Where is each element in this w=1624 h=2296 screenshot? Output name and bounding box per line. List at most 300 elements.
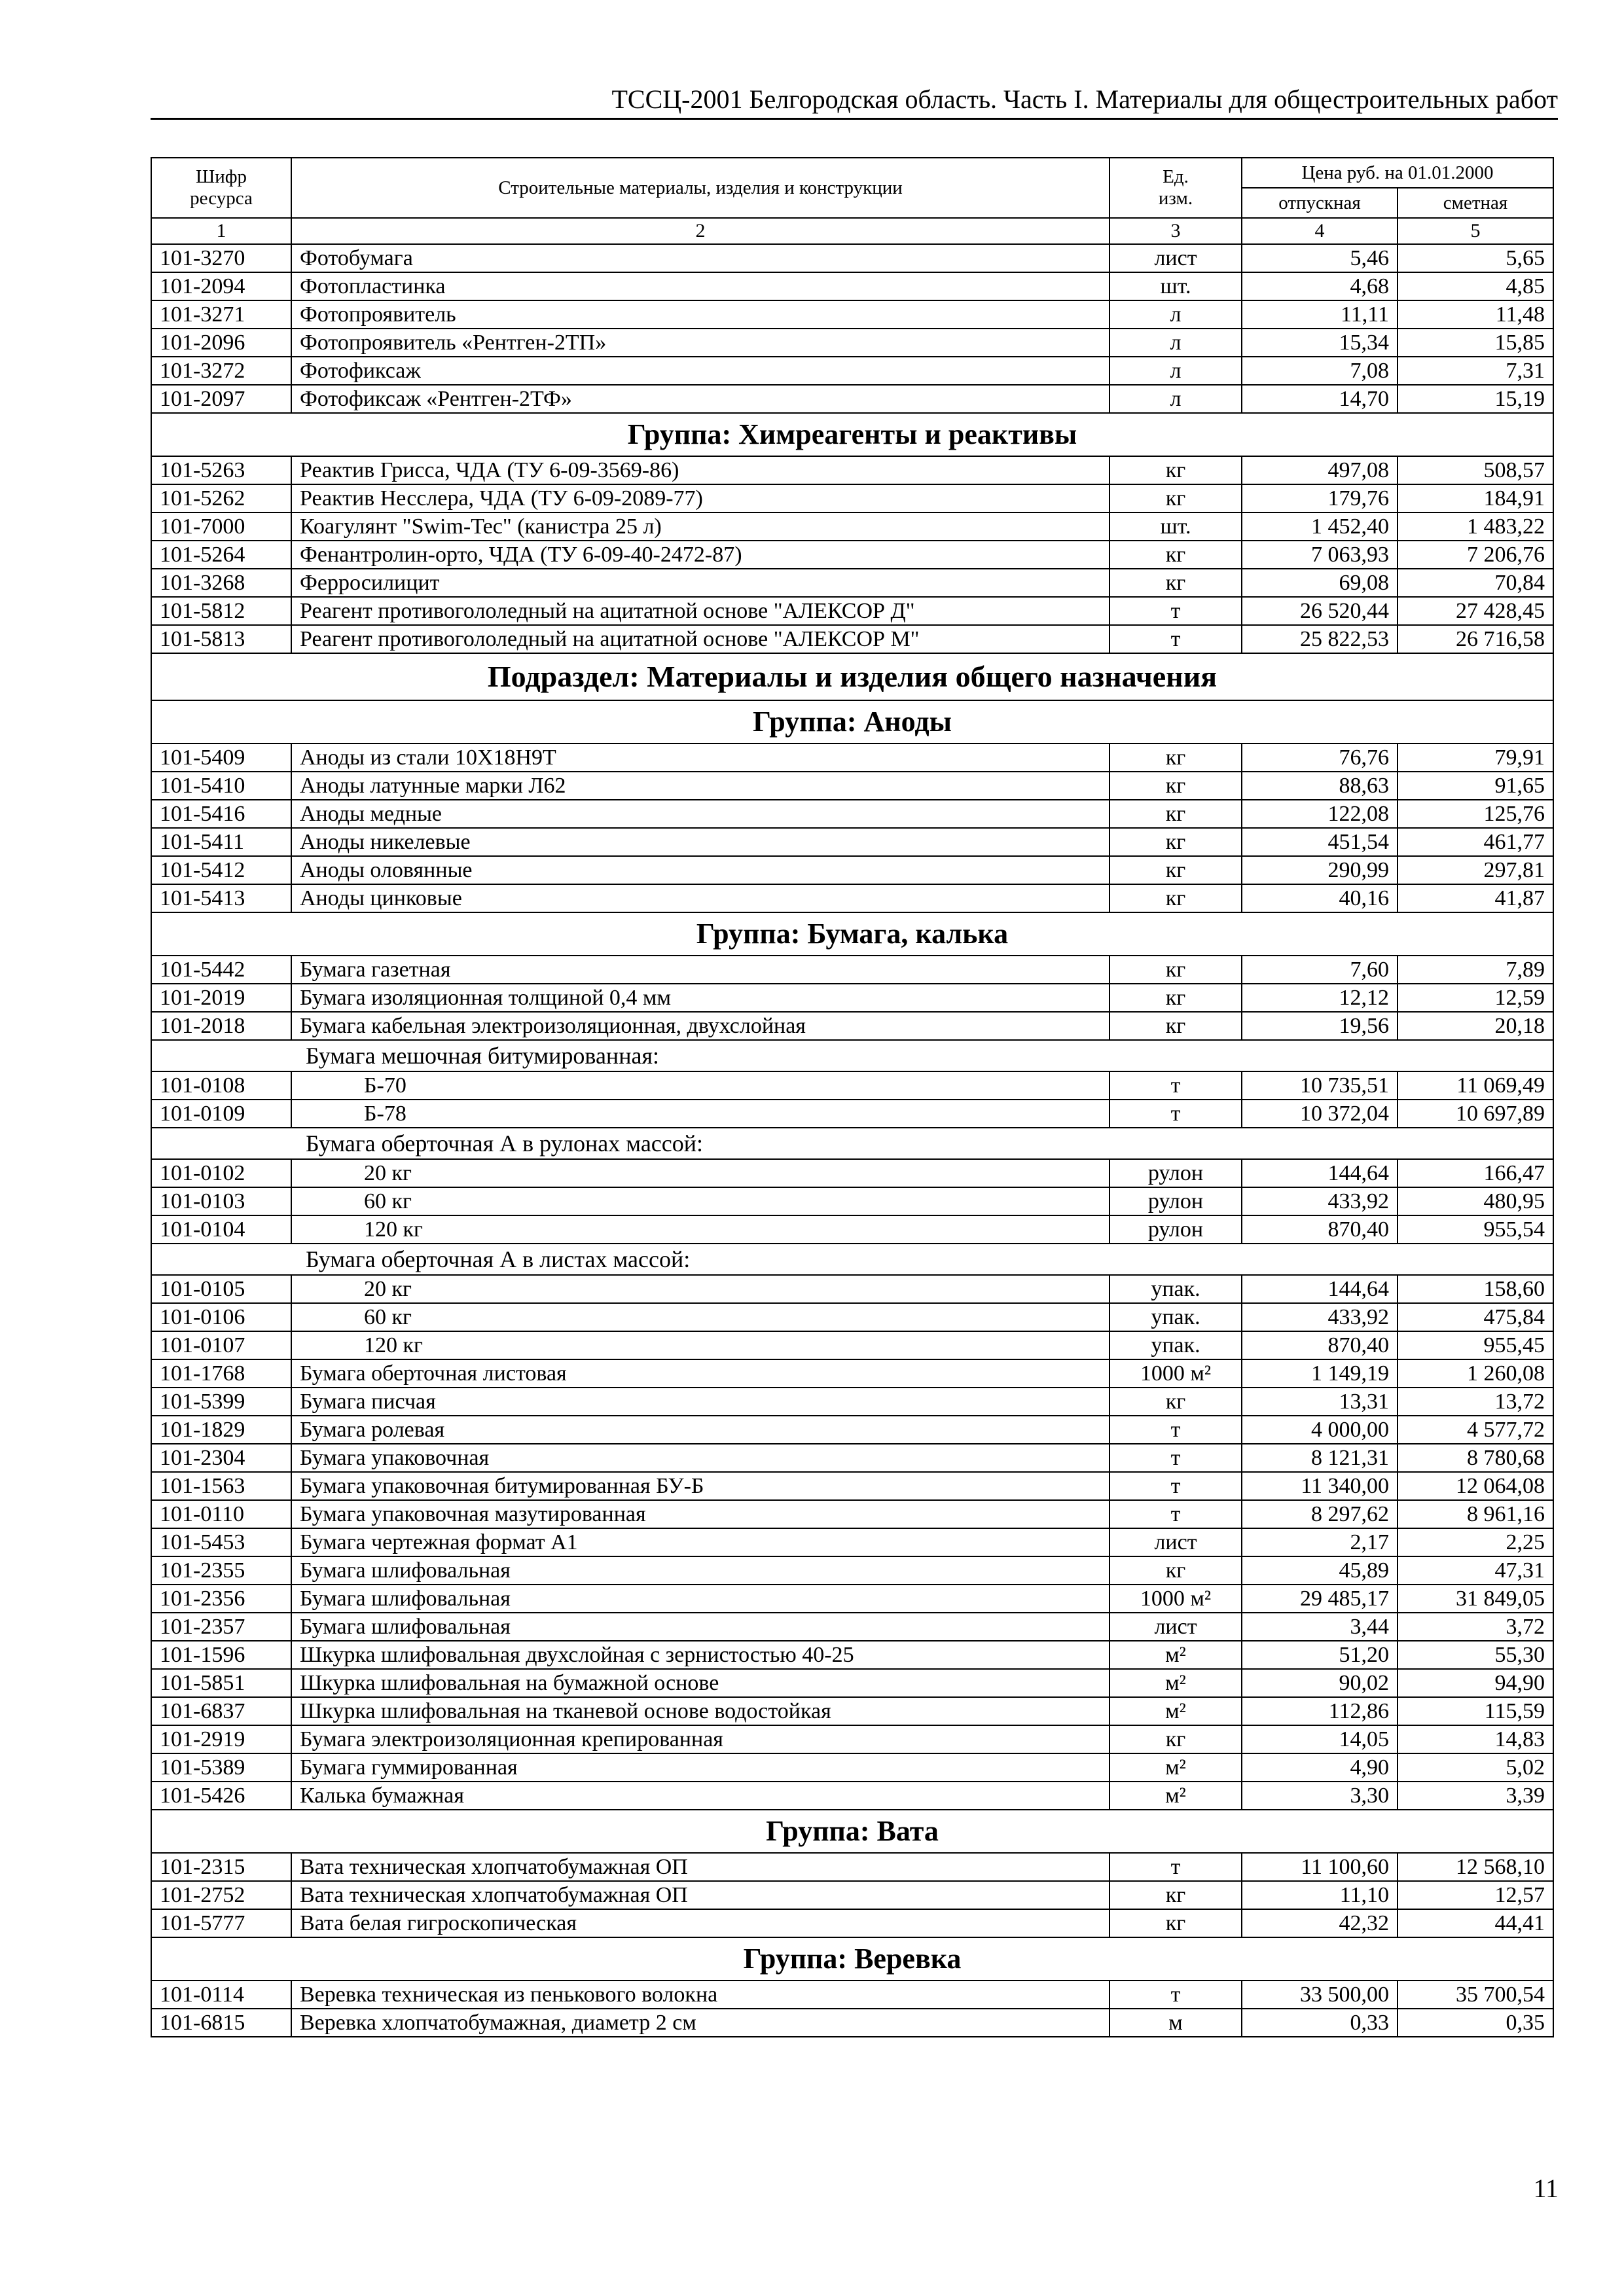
estimate-price-cell: 10 697,89 <box>1398 1100 1553 1128</box>
table-row <box>151 1444 1553 1472</box>
material-name-cell: Фенантролин-орто, ЧДА (ТУ 6-09-40-2472-87) <box>291 541 1110 569</box>
estimate-price-cell: 35 700,54 <box>1398 1981 1553 2009</box>
material-name-cell: Реагент противогололедный на ацитатной основе "АЛЕКСОР М" <box>291 625 1110 653</box>
estimate-price-cell: 41,87 <box>1398 884 1553 912</box>
table-row <box>151 569 1553 597</box>
release-price-cell: 11,11 <box>1242 300 1398 329</box>
table-row <box>151 1697 1553 1725</box>
release-price-cell: 76,76 <box>1242 744 1398 772</box>
column-number: 3 <box>1110 218 1242 244</box>
group-heading: Группа: Веревка <box>151 1937 1553 1981</box>
unit-cell: кг <box>1110 1725 1242 1753</box>
estimate-price-cell: 480,95 <box>1398 1187 1553 1215</box>
resource-code-cell: 101-1829 <box>151 1416 291 1444</box>
material-name-cell: Фотофиксаж «Рентген-2ТФ» <box>291 385 1110 413</box>
resource-code-cell: 101-5411 <box>151 828 291 856</box>
estimate-price-cell: 158,60 <box>1398 1275 1553 1303</box>
estimate-price-cell: 0,35 <box>1398 2009 1553 2037</box>
unit-cell: лист <box>1110 244 1242 272</box>
unit-cell: кг <box>1110 856 1242 884</box>
table-row <box>151 625 1553 653</box>
resource-code-cell: 101-2357 <box>151 1613 291 1641</box>
unit-cell: кг <box>1110 541 1242 569</box>
unit-cell: кг <box>1110 956 1242 984</box>
material-name-cell: Бумага газетная <box>291 956 1110 984</box>
resource-code-cell: 101-2919 <box>151 1725 291 1753</box>
resource-code-cell: 101-2019 <box>151 984 291 1012</box>
material-name-cell: 60 кг <box>291 1303 1110 1331</box>
group-heading-row <box>151 1810 1553 1853</box>
table-row <box>151 1753 1553 1782</box>
column-number: 1 <box>151 218 291 244</box>
estimate-price-cell: 12,57 <box>1398 1881 1553 1909</box>
resource-code-cell: 101-2315 <box>151 1853 291 1881</box>
resource-code-cell: 101-7000 <box>151 512 291 541</box>
unit-cell: кг <box>1110 1909 1242 1937</box>
header-price-release: отпускная <box>1242 188 1398 218</box>
table-row <box>151 1641 1553 1669</box>
material-name-cell: Бумага изоляционная толщиной 0,4 мм <box>291 984 1110 1012</box>
subgroup-heading: Бумага мешочная битумированная: <box>151 1040 1553 1071</box>
estimate-price-cell: 12 568,10 <box>1398 1853 1553 1881</box>
subgroup-heading-row <box>151 1244 1553 1275</box>
release-price-cell: 112,86 <box>1242 1697 1398 1725</box>
group-heading-row <box>151 413 1553 456</box>
material-name-cell: Бумага оберточная листовая <box>291 1359 1110 1388</box>
table-row <box>151 1725 1553 1753</box>
estimate-price-cell: 955,54 <box>1398 1215 1553 1244</box>
table-body <box>151 244 1553 2037</box>
table-row <box>151 828 1553 856</box>
group-heading: Группа: Химреагенты и реактивы <box>151 413 1553 456</box>
estimate-price-cell: 13,72 <box>1398 1388 1553 1416</box>
release-price-cell: 0,33 <box>1242 2009 1398 2037</box>
material-name-cell: Аноды цинковые <box>291 884 1110 912</box>
resource-code-cell: 101-2356 <box>151 1585 291 1613</box>
table-row <box>151 1613 1553 1641</box>
material-name-cell: Вата техническая хлопчатобумажная ОП <box>291 1853 1110 1881</box>
estimate-price-cell: 8 780,68 <box>1398 1444 1553 1472</box>
unit-cell: т <box>1110 1853 1242 1881</box>
resource-code-cell: 101-2304 <box>151 1444 291 1472</box>
table-row <box>151 385 1553 413</box>
resource-code-cell: 101-5777 <box>151 1909 291 1937</box>
release-price-cell: 14,05 <box>1242 1725 1398 1753</box>
unit-cell: шт. <box>1110 512 1242 541</box>
resource-code-cell: 101-5389 <box>151 1753 291 1782</box>
table-row <box>151 1669 1553 1697</box>
material-name-cell: Коагулянт "Swim-Tec" (канистра 25 л) <box>291 512 1110 541</box>
material-name-cell: Фотопроявитель «Рентген-2ТП» <box>291 329 1110 357</box>
header-price-estimate: сметная <box>1398 188 1553 218</box>
subgroup-heading-row <box>151 1128 1553 1159</box>
resource-code-cell: 101-5410 <box>151 772 291 800</box>
unit-cell: кг <box>1110 484 1242 512</box>
unit-cell: лист <box>1110 1528 1242 1556</box>
table-row <box>151 272 1553 300</box>
material-name-cell: Аноды оловянные <box>291 856 1110 884</box>
material-name-cell: Реагент противогололедный на ацитатной основе "АЛЕКСОР Д" <box>291 597 1110 625</box>
material-name-cell: Бумага шлифовальная <box>291 1613 1110 1641</box>
material-name-cell: Бумага ролевая <box>291 1416 1110 1444</box>
release-price-cell: 3,30 <box>1242 1782 1398 1810</box>
table-row <box>151 2009 1553 2037</box>
table-row <box>151 456 1553 484</box>
resource-code-cell: 101-0105 <box>151 1275 291 1303</box>
material-name-cell: Вата техническая хлопчатобумажная ОП <box>291 1881 1110 1909</box>
material-name-cell: Фотопластинка <box>291 272 1110 300</box>
group-heading: Группа: Вата <box>151 1810 1553 1853</box>
estimate-price-cell: 475,84 <box>1398 1303 1553 1331</box>
release-price-cell: 433,92 <box>1242 1303 1398 1331</box>
table-row <box>151 597 1553 625</box>
resource-code-cell: 101-0102 <box>151 1159 291 1187</box>
resource-code-cell: 101-5399 <box>151 1388 291 1416</box>
table-row <box>151 1472 1553 1500</box>
resource-code-cell: 101-5263 <box>151 456 291 484</box>
resource-code-cell: 101-0107 <box>151 1331 291 1359</box>
release-price-cell: 144,64 <box>1242 1275 1398 1303</box>
column-number: 2 <box>291 218 1110 244</box>
release-price-cell: 11,10 <box>1242 1881 1398 1909</box>
unit-cell: кг <box>1110 772 1242 800</box>
resource-code-cell: 101-1563 <box>151 1472 291 1500</box>
resource-code-cell: 101-5426 <box>151 1782 291 1810</box>
estimate-price-cell: 4 577,72 <box>1398 1416 1553 1444</box>
material-name-cell: Аноды никелевые <box>291 828 1110 856</box>
material-name-cell: Шкурка шлифовальная двухслойная с зернистостью 40-25 <box>291 1641 1110 1669</box>
resource-code-cell: 101-1596 <box>151 1641 291 1669</box>
material-name-cell: Веревка хлопчатобумажная, диаметр 2 см <box>291 2009 1110 2037</box>
resource-code-cell: 101-0108 <box>151 1071 291 1100</box>
estimate-price-cell: 94,90 <box>1398 1669 1553 1697</box>
price-table <box>151 157 1554 2037</box>
material-name-cell: Б-78 <box>291 1100 1110 1128</box>
page-number: 11 <box>1533 2174 1559 2203</box>
material-name-cell: Аноды из стали 10Х18Н9Т <box>291 744 1110 772</box>
resource-code-cell: 101-5812 <box>151 597 291 625</box>
material-name-cell: Фотобумага <box>291 244 1110 272</box>
estimate-price-cell: 7,89 <box>1398 956 1553 984</box>
table-row <box>151 1881 1553 1909</box>
material-name-cell: Фотофиксаж <box>291 357 1110 385</box>
resource-code-cell: 101-3268 <box>151 569 291 597</box>
unit-cell: л <box>1110 329 1242 357</box>
resource-code-cell: 101-0114 <box>151 1981 291 2009</box>
unit-cell: кг <box>1110 884 1242 912</box>
release-price-cell: 42,32 <box>1242 1909 1398 1937</box>
unit-cell: упак. <box>1110 1275 1242 1303</box>
release-price-cell: 290,99 <box>1242 856 1398 884</box>
resource-code-cell: 101-3271 <box>151 300 291 329</box>
material-name-cell: Бумага кабельная электроизоляционная, двухслойная <box>291 1012 1110 1040</box>
section-heading-row <box>151 653 1553 700</box>
table-row <box>151 984 1553 1012</box>
unit-cell: кг <box>1110 1012 1242 1040</box>
material-name-cell: Веревка техническая из пенькового волокна <box>291 1981 1110 2009</box>
resource-code-cell: 101-6837 <box>151 1697 291 1725</box>
unit-cell: лист <box>1110 1613 1242 1641</box>
document-title: ТССЦ-2001 Белгородская область. Часть I. Материалы для общестроительных работ <box>611 84 1558 114</box>
estimate-price-cell: 11,48 <box>1398 300 1553 329</box>
unit-cell: м² <box>1110 1669 1242 1697</box>
release-price-cell: 69,08 <box>1242 569 1398 597</box>
release-price-cell: 5,46 <box>1242 244 1398 272</box>
material-name-cell: Бумага чертежная формат А1 <box>291 1528 1110 1556</box>
unit-cell: м² <box>1110 1697 1242 1725</box>
material-name-cell: Аноды медные <box>291 800 1110 828</box>
table-row <box>151 1500 1553 1528</box>
table-row <box>151 1388 1553 1416</box>
unit-cell: л <box>1110 300 1242 329</box>
table-row <box>151 244 1553 272</box>
table-row <box>151 1275 1553 1303</box>
resource-code-cell: 101-2094 <box>151 272 291 300</box>
material-name-cell: Б-70 <box>291 1071 1110 1100</box>
release-price-cell: 870,40 <box>1242 1215 1398 1244</box>
estimate-price-cell: 115,59 <box>1398 1697 1553 1725</box>
running-header <box>151 84 1558 120</box>
release-price-cell: 7,60 <box>1242 956 1398 984</box>
estimate-price-cell: 3,39 <box>1398 1782 1553 1810</box>
release-price-cell: 7 063,93 <box>1242 541 1398 569</box>
material-name-cell: 20 кг <box>291 1159 1110 1187</box>
resource-code-cell: 101-3272 <box>151 357 291 385</box>
table-row <box>151 1909 1553 1937</box>
release-price-cell: 8 297,62 <box>1242 1500 1398 1528</box>
estimate-price-cell: 508,57 <box>1398 456 1553 484</box>
table-row <box>151 1359 1553 1388</box>
release-price-cell: 19,56 <box>1242 1012 1398 1040</box>
header-name: Строительные материалы, изделия и конструкции <box>291 158 1110 218</box>
column-number-row <box>151 218 1553 244</box>
resource-code-cell: 101-5412 <box>151 856 291 884</box>
release-price-cell: 12,12 <box>1242 984 1398 1012</box>
estimate-price-cell: 15,85 <box>1398 329 1553 357</box>
unit-cell: т <box>1110 597 1242 625</box>
table-header-row <box>151 158 1553 188</box>
estimate-price-cell: 3,72 <box>1398 1613 1553 1641</box>
unit-cell: т <box>1110 1071 1242 1100</box>
release-price-cell: 1 149,19 <box>1242 1359 1398 1388</box>
release-price-cell: 11 340,00 <box>1242 1472 1398 1500</box>
estimate-price-cell: 91,65 <box>1398 772 1553 800</box>
resource-code-cell: 101-0103 <box>151 1187 291 1215</box>
subgroup-heading: Бумага оберточная А в листах массой: <box>151 1244 1553 1275</box>
release-price-cell: 179,76 <box>1242 484 1398 512</box>
unit-cell: м <box>1110 2009 1242 2037</box>
resource-code-cell: 101-0109 <box>151 1100 291 1128</box>
unit-cell: 1000 м² <box>1110 1359 1242 1388</box>
table-row <box>151 1187 1553 1215</box>
material-name-cell: Бумага упаковочная <box>291 1444 1110 1472</box>
material-name-cell: 20 кг <box>291 1275 1110 1303</box>
resource-code-cell: 101-2752 <box>151 1881 291 1909</box>
resource-code-cell: 101-5851 <box>151 1669 291 1697</box>
release-price-cell: 29 485,17 <box>1242 1585 1398 1613</box>
table-row <box>151 1303 1553 1331</box>
resource-code-cell: 101-5442 <box>151 956 291 984</box>
table-row <box>151 484 1553 512</box>
table-row <box>151 1853 1553 1881</box>
release-price-cell: 13,31 <box>1242 1388 1398 1416</box>
table-row <box>151 329 1553 357</box>
estimate-price-cell: 2,25 <box>1398 1528 1553 1556</box>
release-price-cell: 10 735,51 <box>1242 1071 1398 1100</box>
release-price-cell: 45,89 <box>1242 1556 1398 1585</box>
estimate-price-cell: 15,19 <box>1398 385 1553 413</box>
release-price-cell: 14,70 <box>1242 385 1398 413</box>
table-row <box>151 772 1553 800</box>
estimate-price-cell: 5,02 <box>1398 1753 1553 1782</box>
unit-cell: м² <box>1110 1641 1242 1669</box>
release-price-cell: 4,68 <box>1242 272 1398 300</box>
estimate-price-cell: 70,84 <box>1398 569 1553 597</box>
header-rule <box>151 118 1558 120</box>
estimate-price-cell: 27 428,45 <box>1398 597 1553 625</box>
group-heading: Группа: Аноды <box>151 700 1553 744</box>
resource-code-cell: 101-6815 <box>151 2009 291 2037</box>
unit-cell: т <box>1110 1416 1242 1444</box>
material-name-cell: 120 кг <box>291 1331 1110 1359</box>
resource-code-cell: 101-5813 <box>151 625 291 653</box>
table-row <box>151 1100 1553 1128</box>
unit-cell: кг <box>1110 1388 1242 1416</box>
estimate-price-cell: 1 483,22 <box>1398 512 1553 541</box>
column-number: 5 <box>1398 218 1553 244</box>
table-row <box>151 1071 1553 1100</box>
table-row <box>151 884 1553 912</box>
table-row <box>151 956 1553 984</box>
resource-code-cell: 101-2355 <box>151 1556 291 1585</box>
estimate-price-cell: 955,45 <box>1398 1331 1553 1359</box>
subgroup-heading-row <box>151 1040 1553 1071</box>
unit-cell: кг <box>1110 1881 1242 1909</box>
table-row <box>151 1981 1553 2009</box>
estimate-price-cell: 1 260,08 <box>1398 1359 1553 1388</box>
estimate-price-cell: 461,77 <box>1398 828 1553 856</box>
release-price-cell: 144,64 <box>1242 1159 1398 1187</box>
unit-cell: рулон <box>1110 1159 1242 1187</box>
estimate-price-cell: 20,18 <box>1398 1012 1553 1040</box>
estimate-price-cell: 14,83 <box>1398 1725 1553 1753</box>
estimate-price-cell: 47,31 <box>1398 1556 1553 1585</box>
material-name-cell: Бумага гуммированная <box>291 1753 1110 1782</box>
estimate-price-cell: 184,91 <box>1398 484 1553 512</box>
release-price-cell: 497,08 <box>1242 456 1398 484</box>
estimate-price-cell: 26 716,58 <box>1398 625 1553 653</box>
unit-cell: т <box>1110 625 1242 653</box>
unit-cell: 1000 м² <box>1110 1585 1242 1613</box>
estimate-price-cell: 31 849,05 <box>1398 1585 1553 1613</box>
table-row <box>151 800 1553 828</box>
release-price-cell: 4 000,00 <box>1242 1416 1398 1444</box>
unit-cell: м² <box>1110 1782 1242 1810</box>
release-price-cell: 4,90 <box>1242 1753 1398 1782</box>
release-price-cell: 33 500,00 <box>1242 1981 1398 2009</box>
estimate-price-cell: 166,47 <box>1398 1159 1553 1187</box>
material-name-cell: Калька бумажная <box>291 1782 1110 1810</box>
unit-cell: кг <box>1110 569 1242 597</box>
unit-cell: л <box>1110 357 1242 385</box>
unit-cell: кг <box>1110 828 1242 856</box>
table-row <box>151 1528 1553 1556</box>
group-heading-row <box>151 700 1553 744</box>
table-row <box>151 541 1553 569</box>
unit-cell: т <box>1110 1444 1242 1472</box>
release-price-cell: 8 121,31 <box>1242 1444 1398 1472</box>
release-price-cell: 10 372,04 <box>1242 1100 1398 1128</box>
estimate-price-cell: 12 064,08 <box>1398 1472 1553 1500</box>
release-price-cell: 1 452,40 <box>1242 512 1398 541</box>
table-row <box>151 1416 1553 1444</box>
resource-code-cell: 101-2018 <box>151 1012 291 1040</box>
table-row <box>151 1585 1553 1613</box>
resource-code-cell: 101-0104 <box>151 1215 291 1244</box>
estimate-price-cell: 4,85 <box>1398 272 1553 300</box>
header-unit: Ед. изм. <box>1110 158 1242 218</box>
estimate-price-cell: 44,41 <box>1398 1909 1553 1937</box>
resource-code-cell: 101-2097 <box>151 385 291 413</box>
unit-cell: л <box>1110 385 1242 413</box>
estimate-price-cell: 5,65 <box>1398 244 1553 272</box>
resource-code-cell: 101-3270 <box>151 244 291 272</box>
estimate-price-cell: 11 069,49 <box>1398 1071 1553 1100</box>
unit-cell: кг <box>1110 456 1242 484</box>
resource-code-cell: 101-1768 <box>151 1359 291 1388</box>
release-price-cell: 51,20 <box>1242 1641 1398 1669</box>
material-name-cell: 120 кг <box>291 1215 1110 1244</box>
release-price-cell: 15,34 <box>1242 329 1398 357</box>
table-row <box>151 1782 1553 1810</box>
unit-cell: кг <box>1110 984 1242 1012</box>
group-heading-row <box>151 912 1553 956</box>
material-name-cell: Бумага упаковочная битумированная БУ-Б <box>291 1472 1110 1500</box>
material-name-cell: Аноды латунные марки Л62 <box>291 772 1110 800</box>
resource-code-cell: 101-0110 <box>151 1500 291 1528</box>
release-price-cell: 40,16 <box>1242 884 1398 912</box>
header-code: Шифр ресурса <box>151 158 291 218</box>
unit-cell: упак. <box>1110 1331 1242 1359</box>
estimate-price-cell: 8 961,16 <box>1398 1500 1553 1528</box>
material-name-cell: Бумага электроизоляционная крепированная <box>291 1725 1110 1753</box>
header-price: Цена руб. на 01.01.2000 <box>1242 158 1553 188</box>
table-row <box>151 357 1553 385</box>
material-name-cell: Фотопроявитель <box>291 300 1110 329</box>
table-row <box>151 1012 1553 1040</box>
release-price-cell: 90,02 <box>1242 1669 1398 1697</box>
unit-cell: шт. <box>1110 272 1242 300</box>
material-name-cell: Шкурка шлифовальная на тканевой основе водостойкая <box>291 1697 1110 1725</box>
group-heading-row <box>151 1937 1553 1981</box>
resource-code-cell: 101-5453 <box>151 1528 291 1556</box>
resource-code-cell: 101-0106 <box>151 1303 291 1331</box>
table-row <box>151 744 1553 772</box>
column-number: 4 <box>1242 218 1398 244</box>
release-price-cell: 7,08 <box>1242 357 1398 385</box>
unit-cell: т <box>1110 1981 1242 2009</box>
table-row <box>151 1556 1553 1585</box>
material-name-cell: Реактив Грисса, ЧДА (ТУ 6-09-3569-86) <box>291 456 1110 484</box>
estimate-price-cell: 55,30 <box>1398 1641 1553 1669</box>
estimate-price-cell: 12,59 <box>1398 984 1553 1012</box>
release-price-cell: 433,92 <box>1242 1187 1398 1215</box>
unit-cell: кг <box>1110 800 1242 828</box>
unit-cell: рулон <box>1110 1187 1242 1215</box>
resource-code-cell: 101-5262 <box>151 484 291 512</box>
resource-code-cell: 101-2096 <box>151 329 291 357</box>
unit-cell: т <box>1110 1500 1242 1528</box>
